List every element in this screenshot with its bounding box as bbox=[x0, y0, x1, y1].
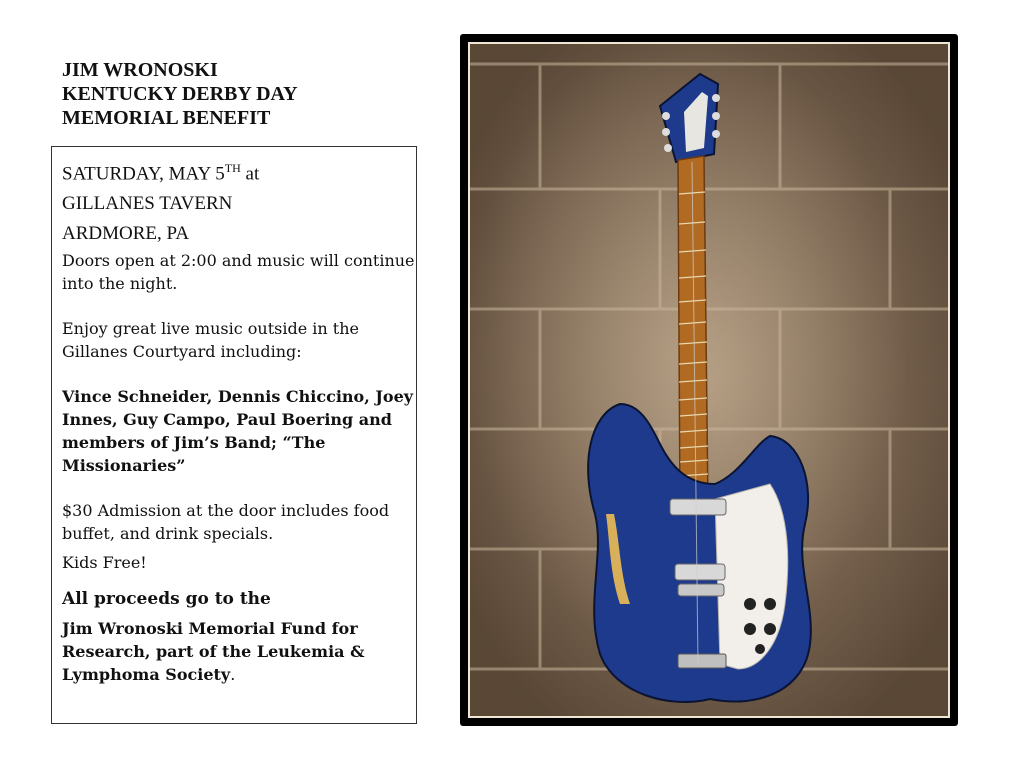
flyer-title bbox=[62, 58, 298, 130]
music-intro: Enjoy great live music outside in the Gillanes Courtyard including: bbox=[62, 319, 359, 362]
doors-info: Doors open at 2:00 and music will continue into the night. bbox=[62, 251, 415, 294]
guitar-headstock bbox=[660, 74, 720, 162]
title-line-2: KENTUCKY DERBY DAY bbox=[62, 83, 298, 105]
guitar-photo-frame bbox=[460, 34, 958, 726]
proceeds-fund-name: Jim Wronoski Memorial Fund for Research, part of the Leukemia & Lymphoma Society bbox=[62, 619, 365, 685]
event-details-box bbox=[51, 146, 417, 724]
music-lineup: Vince Schneider, Dennis Chiccino, Joey Innes, Guy Campo, Paul Boering and members of Jim’s Band; “The Missionaries” bbox=[62, 387, 414, 476]
proceeds-heading: All proceeds go to the bbox=[62, 589, 271, 610]
proceeds-period: . bbox=[230, 665, 236, 685]
guitar-photo bbox=[468, 42, 950, 718]
admission-info: $30 Admission at the door includes food buffet, and drink specials. bbox=[62, 501, 390, 544]
event-date bbox=[62, 153, 416, 189]
event-city: ARDMORE, PA bbox=[62, 223, 190, 245]
title-line-1: JIM WRONOSKI bbox=[62, 59, 218, 81]
guitar-illustration bbox=[470, 44, 948, 716]
proceeds-fund bbox=[62, 617, 416, 686]
title-line-3: MEMORIAL BENEFIT bbox=[62, 107, 271, 129]
event-date-text: SATURDAY, MAY 5 bbox=[62, 163, 225, 185]
kids-free: Kids Free! bbox=[62, 553, 147, 573]
event-date-sup: TH bbox=[224, 161, 241, 175]
event-venue: GILLANES TAVERN bbox=[62, 193, 233, 215]
event-date-suffix: at bbox=[240, 163, 260, 185]
